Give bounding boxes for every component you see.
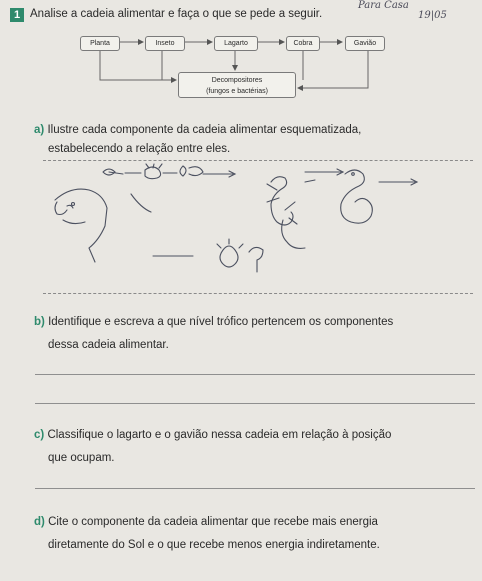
item-a-line1: Ilustre cada componente da cadeia alimentar esquematizada,	[47, 124, 362, 136]
chain-box-lagarto: Lagarto	[214, 36, 258, 51]
item-a	[34, 121, 361, 159]
chain-box-planta: Planta	[80, 36, 120, 51]
item-b-label: b)	[34, 316, 45, 328]
item-c-line1: Classifique o lagarto e o gavião nessa cadeia em relação à posição	[47, 429, 392, 441]
item-a-label: a)	[34, 124, 45, 136]
question-instruction: Analise a cadeia alimentar e faça o que se pede a seguir.	[30, 8, 323, 20]
item-b-line2: dessa cadeia alimentar.	[48, 339, 169, 351]
chain-box-inseto: Inseto	[145, 36, 185, 51]
item-b	[34, 313, 393, 355]
item-d-label: d)	[34, 516, 45, 528]
item-c	[34, 426, 391, 468]
handwritten-date: 19|05	[418, 10, 447, 21]
item-c-line2: que ocupam.	[48, 452, 115, 464]
decomposers-subtitle: (fungos e bactérias)	[206, 88, 268, 95]
decomposers-title: Decompositores	[211, 77, 263, 84]
answer-line-b2[interactable]	[35, 403, 475, 404]
item-c-label: c)	[34, 429, 45, 441]
item-d-line1: Cite o componente da cadeia alimentar que recebe mais energia	[48, 516, 378, 528]
decomposers-box	[178, 72, 296, 98]
hand-drawn-sketch	[43, 160, 473, 292]
answer-line-b1[interactable]	[35, 374, 475, 375]
chain-box-cobra: Cobra	[286, 36, 320, 51]
item-d	[34, 513, 380, 555]
item-b-line1: Identifique e escreva a que nível trófico pertencem os componentes	[48, 316, 394, 328]
question-number-badge: 1	[10, 8, 24, 22]
handwritten-note: Para Casa	[358, 0, 409, 11]
chain-box-gaviao: Gavião	[345, 36, 385, 51]
answer-line-c1[interactable]	[35, 488, 475, 489]
item-d-line2: diretamente do Sol e o que recebe menos energia indiretamente.	[48, 539, 380, 551]
item-a-line2: estabelecendo a relação entre eles.	[48, 143, 231, 155]
